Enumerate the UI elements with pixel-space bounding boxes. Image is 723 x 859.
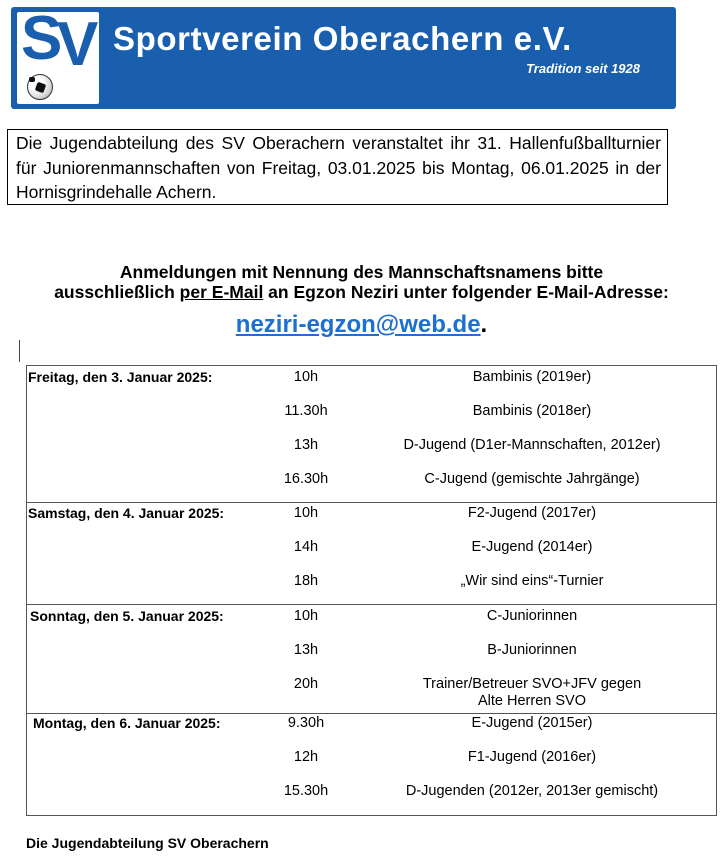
notice-line-2-pre: ausschließlich: [54, 282, 180, 302]
event-time: 10h: [293, 369, 319, 385]
day-block-friday: [27, 366, 716, 502]
day-label: Sonntag, den 5. Januar 2025:: [30, 608, 224, 624]
day-block-monday: [27, 713, 716, 817]
event-name: Bambinis (2018er): [472, 403, 592, 419]
footer-signature: Die Jugendabteilung SV Oberachern: [26, 835, 269, 851]
notice-line-2-post: an Egzon Neziri unter folgender E-Mail-Adresse:: [263, 282, 669, 302]
event-name: [367, 676, 697, 710]
header-banner: [11, 7, 676, 109]
email-link[interactable]: neziri-egzon@web.de: [235, 311, 481, 338]
club-subtitle: Tradition seit 1928: [526, 61, 640, 76]
event-time: 18h: [293, 573, 319, 589]
email-suffix: .: [480, 311, 488, 338]
day-label: Freitag, den 3. Januar 2025:: [28, 369, 213, 385]
club-logo: [17, 12, 99, 104]
event-time: 10h: [293, 505, 319, 521]
event-name: B-Juniorinnen: [487, 642, 577, 658]
notice-email-emphasis: per E-Mail: [179, 282, 264, 302]
logo-letter-v: V: [57, 12, 99, 79]
event-name: D-Jugenden (2012er, 2013er gemischt): [405, 783, 659, 799]
logo-letter-s: S: [21, 12, 63, 73]
day-block-sunday: [27, 604, 716, 714]
schedule-table: [26, 365, 717, 816]
event-time: 16.30h: [283, 471, 329, 487]
event-name: C-Jugend (gemischte Jahrgänge): [424, 471, 640, 487]
day-label: Samstag, den 4. Januar 2025:: [28, 505, 225, 521]
event-name: E-Jugend (2014er): [471, 539, 593, 555]
event-time: 10h: [293, 608, 319, 624]
notice-line-1: Anmeldungen mit Nennung des Mannschaftsnamens bitte: [119, 262, 604, 282]
registration-notice: [0, 262, 723, 302]
text-cursor: [19, 340, 20, 362]
event-name: F2-Jugend (2017er): [467, 505, 597, 521]
event-name-line-1: Trainer/Betreuer SVO+JFV gegen: [422, 676, 642, 692]
email-line: [0, 311, 723, 339]
event-name: C-Juniorinnen: [486, 608, 578, 624]
intro-paragraph: Die Jugendabteilung des SV Oberachern veranstaltet ihr 31. Hallenfußballturnier für Juniorenmannschaften von Freitag, 03.01.2025 bis Montag, 06.01.2025 in der Hornisgrindehalle Achern.: [7, 129, 668, 205]
event-name: D-Jugend (D1er-Mannschaften, 2012er): [403, 437, 661, 453]
soccer-ball-icon: [27, 74, 53, 100]
event-time: 20h: [293, 676, 319, 692]
event-name: F1-Jugend (2016er): [467, 749, 597, 765]
event-time: 12h: [293, 749, 319, 765]
event-time: 9.30h: [287, 715, 325, 731]
event-name: E-Jugend (2015er): [471, 715, 593, 731]
event-name: „Wir sind eins“-Turnier: [460, 573, 604, 589]
event-time: 13h: [293, 437, 319, 453]
event-name: Bambinis (2019er): [472, 369, 592, 385]
day-label: Montag, den 6. Januar 2025:: [33, 715, 221, 731]
event-time: 14h: [293, 539, 319, 555]
event-time: 15.30h: [283, 783, 329, 799]
club-title: Sportverein Oberachern e.V.: [113, 20, 572, 57]
event-time: 11.30h: [284, 403, 328, 419]
notice-line-2: [0, 282, 723, 302]
event-time: 13h: [293, 642, 319, 658]
day-block-saturday: [27, 502, 716, 605]
event-name-line-2: Alte Herren SVO: [478, 693, 586, 709]
